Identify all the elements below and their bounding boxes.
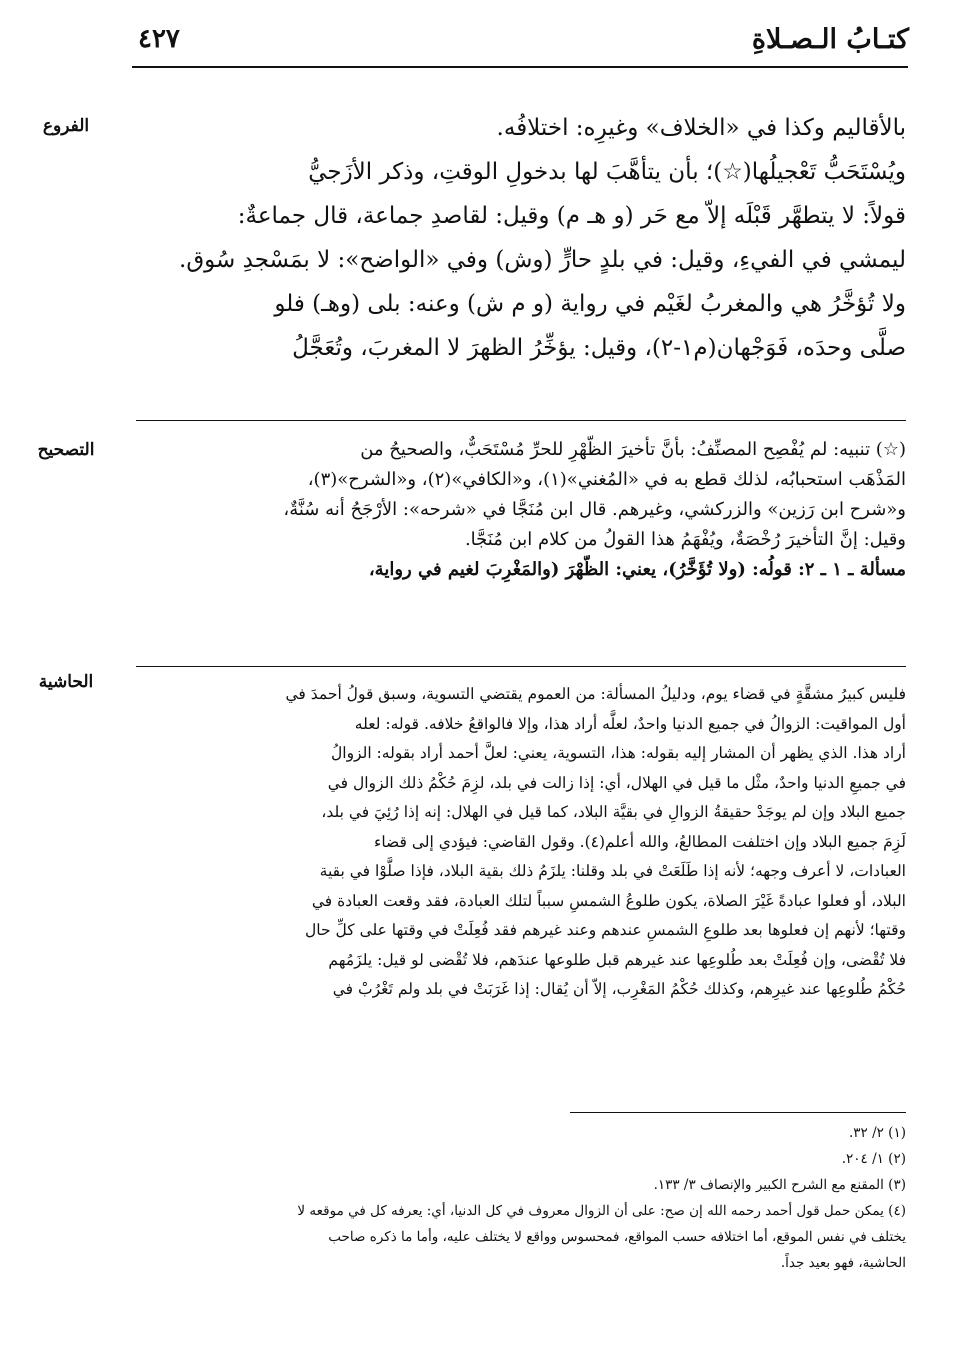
furu-line: بالأقاليم وكذا في «الخلاف» وغيرِه: اختلافُه.: [496, 115, 906, 141]
hashiya-line: في جميعِ الدنيا واحدٌ، مثْل ما قيل في الهلال، أي: إذا زالت في بلد، لزِمَ حُكْمُ ذلك الزوال في: [327, 773, 906, 792]
footnote: يختلف في نفس الموقع، أما اختلافه حسب المواقع، فمحسوس وواقع لا يختلف عليه، وأما ما ذكره صاحب: [328, 1229, 906, 1245]
furu-text-block: [136, 106, 906, 370]
tashih-masala-line: مسألة ـ ١ ـ ٢: قولُه: (ولا تُؤَخَّرُ)، يعني: الظُّهْرَ (والمَغْرِبَ لغيم في رواية،: [368, 559, 906, 580]
hashiya-line: فليس كبيرُ مشقَّةٍ في قضاء يوم، ودليلُ المسألة: من العموم يقتضي التسوية، وسبق قولُ أحمدَ في: [285, 685, 906, 703]
footnote-separator: [570, 1112, 906, 1113]
hashiya-line: البلاد، أو فعلوا عبادةً غَيْرَ الصلاة، يكون طلوعُ الشمسِ سبباً لتلك العبادة، فقد وقعت العبادة في: [311, 891, 906, 910]
hashiya-line: أول المواقيت: الزوالُ في جميع الدنيا واحدٌ، لعلَّه أراد هذا، وإلا فالواقعُ خلافه. قوله: لعله: [354, 714, 906, 733]
hashiya-line: أراد هذا. الذي يظهر أن المشار إليه بقوله: هذا، التسوية، يعني: لعلَّ أحمد أراد بقوله: الزوالُ: [331, 744, 906, 762]
furu-line: صلَّى وحدَه، فَوَجْهان(م١-٢)، وقيل: يؤخِّرُ الظهرَ لا المغربَ، وتُعَجَّلُ: [292, 335, 906, 361]
footnote: (٣) المقنع مع الشرح الكبير والإنصاف ٣/ ١٣٣.: [653, 1177, 906, 1193]
hashiya-line: حُكْمُ طُلوعِها عند غيرِهم، وكذلك حُكْمُ المَغْرِب، إلاّ أن يُقال: إذا غَرَبَتْ في بلد ولم تَغْرُبْ في: [332, 980, 906, 998]
page-number: ٤٢٧: [138, 24, 180, 54]
footnote: (١) ٢/ ٣٢.: [848, 1125, 906, 1141]
tashih-line: (☆) تنبيه: لم يُفْصِح المصنِّفُ: بأنَّ تأخيرَ الظُّهْرِ للحرِّ مُسْتَحَبٌّ، والصحيحُ من: [360, 439, 906, 460]
furu-line: ولا تُؤخَّرُ هي والمغربُ لغَيْم في رواية (و م ش) وعنه: بلى (وهـ) فلو: [274, 291, 906, 317]
tashih-line: و«شرح ابن رَزين» والزركشي، وغيرهم. قال ابن مُنَجَّا في «شرحه»: الأرْجَحُ أنه سُنَّةٌ،: [283, 499, 906, 520]
section-divider-furu: [136, 420, 906, 421]
furu-line: ويُسْتَحَبُّ تَعْجيلُها(☆)؛ بأن يتأهَّبَ لها بدخولِ الوقتِ، وذكر الأزَجيُّ: [308, 159, 906, 185]
footnotes-block: [136, 1120, 906, 1276]
footnote: (٤) يمكن حمل قول أحمد رحمه الله إن صح: على أن الزوال معروف في كل الدنيا، أي: يعرفه كل في موقعه لا: [297, 1203, 906, 1219]
footnote: (٢) ١/ ٢٠٤.: [841, 1151, 906, 1167]
hashiya-line: وقتها؛ لأنهم إن فعلوها بعد طلوعِ الشمسِ عندهم وعند غيرهم فقد فُعِلَتْ في وقتها على كلِّ حال: [305, 921, 906, 939]
footnote: الحاشية، فهو بعيد جداً.: [780, 1255, 906, 1271]
tashih-line: وقيل: إنَّ التأخيرَ رُخْصَةٌ، ويُفْهَمُ هذا القولُ من كلام ابن مُنَجَّا.: [464, 529, 906, 550]
furu-line: قولاً: لا يتطهَّر قَبْلَه إلاّ مع حَر (و هـ م) وقيل: لقاصدِ جماعة، قال جماعةٌ:: [237, 203, 906, 229]
tashih-text-block: [136, 435, 906, 585]
header-rule: [132, 66, 908, 68]
furu-section-label: الفروع: [42, 116, 90, 136]
hashiya-section-label: الحاشية: [38, 672, 94, 692]
running-title: كتـابُ الـصـلاةِ: [751, 24, 909, 55]
tashih-line: المَذْهَب استحبابُه، لذلك قطع به في «المُغني»(١)، و«الكافي»(٢)، و«الشرح»(٣)،: [307, 469, 906, 490]
hashiya-line: فلا تُقْضى، وإن فُعِلَتْ بعد طُلوعِها عند غيرهم قبل طلوعها عندَهم، فلا تُقْضى لو قيل: يلزَمُهم: [328, 950, 906, 969]
furu-line: ليمشي في الفيءِ، وقيل: في بلدٍ حارٍّ (وش) وفي «الواضح»: لا بمَسْجدِ سُوق.: [179, 247, 906, 273]
hashiya-line: جميع البلاد وإن لم يوجَدْ حقيقةُ الزوالِ في بقيَّة البلاد، كما قيل في الهلال: إنه إذا رُئِيَ في بلد،: [321, 803, 906, 821]
section-divider-tashih: [136, 666, 906, 667]
hashiya-text-block: [136, 680, 906, 1005]
hashiya-line: العبادات، لا أعرف وجهه؛ لأنه إذا طَلَعَتْ في بلد وقلنا: يلزَمُ ذلك بقية البلاد، فإذا صلَّوْا في بقية: [319, 862, 906, 880]
tashih-section-label: التصحيح: [37, 440, 95, 460]
hashiya-line: لَزِمَ جميع البلاد وإن اختلفت المطالعُ، والله أعلم(٤). وقول القاضي: فيؤدي إلى قضاء: [374, 832, 906, 851]
